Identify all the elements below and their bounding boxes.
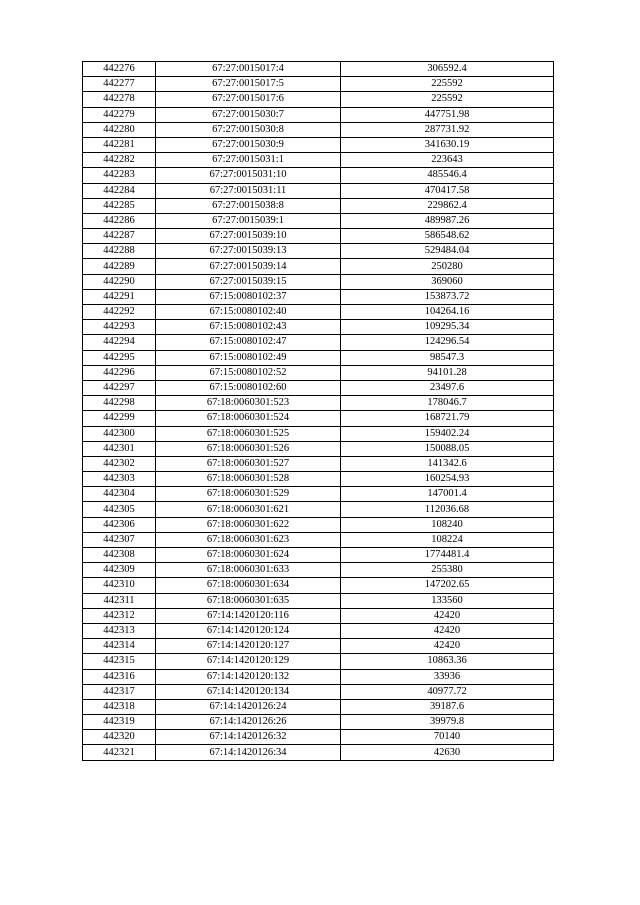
row-number-cell: 442315 xyxy=(83,654,156,669)
table-row xyxy=(83,639,554,654)
table-row xyxy=(83,77,554,92)
value-cell: 108240 xyxy=(341,517,554,532)
value-cell: 42420 xyxy=(341,623,554,638)
table-row xyxy=(83,684,554,699)
row-number-cell: 442281 xyxy=(83,137,156,152)
row-number-cell: 442287 xyxy=(83,229,156,244)
cadastral-number-cell: 67:18:0060301:525 xyxy=(156,426,341,441)
value-cell: 98547.3 xyxy=(341,350,554,365)
table-row xyxy=(83,183,554,198)
table-row xyxy=(83,259,554,274)
row-number-cell: 442299 xyxy=(83,411,156,426)
row-number-cell: 442293 xyxy=(83,320,156,335)
cadastral-number-cell: 67:18:0060301:524 xyxy=(156,411,341,426)
row-number-cell: 442283 xyxy=(83,168,156,183)
value-cell: 341630.19 xyxy=(341,137,554,152)
cadastral-number-cell: 67:27:0015031:10 xyxy=(156,168,341,183)
cadastral-number-cell: 67:18:0060301:529 xyxy=(156,487,341,502)
value-cell: 39979.8 xyxy=(341,715,554,730)
cadastral-number-cell: 67:14:1420120:124 xyxy=(156,623,341,638)
value-cell: 178046.7 xyxy=(341,396,554,411)
cadastral-number-cell: 67:15:0080102:60 xyxy=(156,380,341,395)
table-row xyxy=(83,426,554,441)
row-number-cell: 442308 xyxy=(83,548,156,563)
table-row xyxy=(83,517,554,532)
cadastral-number-cell: 67:14:1420126:34 xyxy=(156,745,341,760)
row-number-cell: 442319 xyxy=(83,715,156,730)
row-number-cell: 442296 xyxy=(83,365,156,380)
table-row xyxy=(83,745,554,760)
table-row xyxy=(83,335,554,350)
cadastral-number-cell: 67:27:0015030:9 xyxy=(156,137,341,152)
value-cell: 39187.6 xyxy=(341,699,554,714)
table-row xyxy=(83,305,554,320)
row-number-cell: 442277 xyxy=(83,77,156,92)
row-number-cell: 442294 xyxy=(83,335,156,350)
cadastral-number-cell: 67:15:0080102:37 xyxy=(156,289,341,304)
row-number-cell: 442321 xyxy=(83,745,156,760)
value-cell: 168721.79 xyxy=(341,411,554,426)
row-number-cell: 442286 xyxy=(83,213,156,228)
row-number-cell: 442304 xyxy=(83,487,156,502)
row-number-cell: 442282 xyxy=(83,153,156,168)
cadastral-number-cell: 67:18:0060301:623 xyxy=(156,532,341,547)
table-row xyxy=(83,365,554,380)
row-number-cell: 442303 xyxy=(83,472,156,487)
value-cell: 1774481.4 xyxy=(341,548,554,563)
value-cell: 141342.6 xyxy=(341,456,554,471)
value-cell: 104264.16 xyxy=(341,305,554,320)
value-cell: 153873.72 xyxy=(341,289,554,304)
row-number-cell: 442298 xyxy=(83,396,156,411)
table-row xyxy=(83,320,554,335)
cadastral-number-cell: 67:18:0060301:527 xyxy=(156,456,341,471)
value-cell: 150088.05 xyxy=(341,441,554,456)
cadastral-number-cell: 67:14:1420126:26 xyxy=(156,715,341,730)
value-cell: 23497.6 xyxy=(341,380,554,395)
cadastral-number-cell: 67:27:0015017:4 xyxy=(156,62,341,77)
value-cell: 33936 xyxy=(341,669,554,684)
table-row xyxy=(83,153,554,168)
cadastral-number-cell: 67:15:0080102:40 xyxy=(156,305,341,320)
table-row xyxy=(83,411,554,426)
cadastral-number-cell: 67:18:0060301:624 xyxy=(156,548,341,563)
value-cell: 124296.54 xyxy=(341,335,554,350)
value-cell: 42420 xyxy=(341,608,554,623)
cadastral-number-cell: 67:27:0015017:5 xyxy=(156,77,341,92)
row-number-cell: 442314 xyxy=(83,639,156,654)
cadastral-number-cell: 67:27:0015039:15 xyxy=(156,274,341,289)
cadastral-number-cell: 67:18:0060301:633 xyxy=(156,563,341,578)
table-row xyxy=(83,699,554,714)
value-cell: 470417.58 xyxy=(341,183,554,198)
table-row xyxy=(83,380,554,395)
cadastral-number-cell: 67:27:0015031:1 xyxy=(156,153,341,168)
value-cell: 255380 xyxy=(341,563,554,578)
value-cell: 225592 xyxy=(341,77,554,92)
table-row xyxy=(83,472,554,487)
table-row xyxy=(83,532,554,547)
cadastral-number-cell: 67:15:0080102:52 xyxy=(156,365,341,380)
value-cell: 133560 xyxy=(341,593,554,608)
table-row xyxy=(83,563,554,578)
cadastral-number-cell: 67:27:0015017:6 xyxy=(156,92,341,107)
row-number-cell: 442306 xyxy=(83,517,156,532)
value-cell: 369060 xyxy=(341,274,554,289)
table-row xyxy=(83,62,554,77)
row-number-cell: 442289 xyxy=(83,259,156,274)
row-number-cell: 442312 xyxy=(83,608,156,623)
row-number-cell: 442317 xyxy=(83,684,156,699)
row-number-cell: 442278 xyxy=(83,92,156,107)
value-cell: 489987.26 xyxy=(341,213,554,228)
value-cell: 250280 xyxy=(341,259,554,274)
cadastral-number-cell: 67:14:1420120:132 xyxy=(156,669,341,684)
row-number-cell: 442288 xyxy=(83,244,156,259)
row-number-cell: 442279 xyxy=(83,107,156,122)
table-row xyxy=(83,107,554,122)
table-row xyxy=(83,213,554,228)
table-row xyxy=(83,593,554,608)
cadastral-number-cell: 67:27:0015039:14 xyxy=(156,259,341,274)
table-row xyxy=(83,502,554,517)
value-cell: 94101.28 xyxy=(341,365,554,380)
row-number-cell: 442291 xyxy=(83,289,156,304)
table-row xyxy=(83,578,554,593)
row-number-cell: 442284 xyxy=(83,183,156,198)
table-row xyxy=(83,137,554,152)
row-number-cell: 442300 xyxy=(83,426,156,441)
cadastral-number-cell: 67:14:1420120:134 xyxy=(156,684,341,699)
cadastral-number-cell: 67:27:0015038:8 xyxy=(156,198,341,213)
value-cell: 529484.04 xyxy=(341,244,554,259)
table-row xyxy=(83,289,554,304)
table-row xyxy=(83,456,554,471)
cadastral-number-cell: 67:15:0080102:49 xyxy=(156,350,341,365)
data-table xyxy=(82,61,554,761)
cadastral-number-cell: 67:14:1420120:127 xyxy=(156,639,341,654)
row-number-cell: 442305 xyxy=(83,502,156,517)
value-cell: 586548.62 xyxy=(341,229,554,244)
row-number-cell: 442307 xyxy=(83,532,156,547)
table-row xyxy=(83,548,554,563)
value-cell: 10863.36 xyxy=(341,654,554,669)
cadastral-number-cell: 67:27:0015030:8 xyxy=(156,122,341,137)
cadastral-number-cell: 67:18:0060301:528 xyxy=(156,472,341,487)
row-number-cell: 442320 xyxy=(83,730,156,745)
value-cell: 42420 xyxy=(341,639,554,654)
row-number-cell: 442316 xyxy=(83,669,156,684)
table-row xyxy=(83,168,554,183)
value-cell: 159402.24 xyxy=(341,426,554,441)
row-number-cell: 442318 xyxy=(83,699,156,714)
value-cell: 108224 xyxy=(341,532,554,547)
table-row xyxy=(83,487,554,502)
value-cell: 160254.93 xyxy=(341,472,554,487)
cadastral-number-cell: 67:14:1420126:32 xyxy=(156,730,341,745)
value-cell: 147001.4 xyxy=(341,487,554,502)
row-number-cell: 442313 xyxy=(83,623,156,638)
table-row xyxy=(83,274,554,289)
cadastral-number-cell: 67:18:0060301:635 xyxy=(156,593,341,608)
row-number-cell: 442311 xyxy=(83,593,156,608)
cadastral-number-cell: 67:27:0015039:1 xyxy=(156,213,341,228)
row-number-cell: 442302 xyxy=(83,456,156,471)
table-row xyxy=(83,654,554,669)
row-number-cell: 442310 xyxy=(83,578,156,593)
value-cell: 306592.4 xyxy=(341,62,554,77)
value-cell: 485546.4 xyxy=(341,168,554,183)
value-cell: 223643 xyxy=(341,153,554,168)
value-cell: 40977.72 xyxy=(341,684,554,699)
value-cell: 147202.65 xyxy=(341,578,554,593)
table-row xyxy=(83,608,554,623)
table-row xyxy=(83,715,554,730)
table-row xyxy=(83,92,554,107)
row-number-cell: 442309 xyxy=(83,563,156,578)
cadastral-number-cell: 67:15:0080102:47 xyxy=(156,335,341,350)
value-cell: 109295.34 xyxy=(341,320,554,335)
row-number-cell: 442301 xyxy=(83,441,156,456)
cadastral-number-cell: 67:18:0060301:526 xyxy=(156,441,341,456)
cadastral-number-cell: 67:14:1420126:24 xyxy=(156,699,341,714)
cadastral-number-cell: 67:18:0060301:634 xyxy=(156,578,341,593)
value-cell: 70140 xyxy=(341,730,554,745)
table-row xyxy=(83,350,554,365)
table-row xyxy=(83,669,554,684)
table-row xyxy=(83,623,554,638)
value-cell: 42630 xyxy=(341,745,554,760)
value-cell: 447751.98 xyxy=(341,107,554,122)
table-row xyxy=(83,198,554,213)
table-body xyxy=(83,62,554,761)
row-number-cell: 442280 xyxy=(83,122,156,137)
cadastral-number-cell: 67:18:0060301:621 xyxy=(156,502,341,517)
row-number-cell: 442295 xyxy=(83,350,156,365)
table-row xyxy=(83,730,554,745)
value-cell: 287731.92 xyxy=(341,122,554,137)
cadastral-number-cell: 67:27:0015030:7 xyxy=(156,107,341,122)
cadastral-number-cell: 67:27:0015031:11 xyxy=(156,183,341,198)
document-page xyxy=(82,61,554,761)
cadastral-number-cell: 67:14:1420120:116 xyxy=(156,608,341,623)
table-row xyxy=(83,244,554,259)
cadastral-number-cell: 67:27:0015039:10 xyxy=(156,229,341,244)
cadastral-number-cell: 67:18:0060301:523 xyxy=(156,396,341,411)
value-cell: 225592 xyxy=(341,92,554,107)
table-row xyxy=(83,122,554,137)
row-number-cell: 442290 xyxy=(83,274,156,289)
value-cell: 229862.4 xyxy=(341,198,554,213)
table-row xyxy=(83,229,554,244)
table-row xyxy=(83,441,554,456)
cadastral-number-cell: 67:15:0080102:43 xyxy=(156,320,341,335)
value-cell: 112036.68 xyxy=(341,502,554,517)
cadastral-number-cell: 67:14:1420120:129 xyxy=(156,654,341,669)
row-number-cell: 442297 xyxy=(83,380,156,395)
row-number-cell: 442276 xyxy=(83,62,156,77)
table-row xyxy=(83,396,554,411)
cadastral-number-cell: 67:18:0060301:622 xyxy=(156,517,341,532)
row-number-cell: 442285 xyxy=(83,198,156,213)
cadastral-number-cell: 67:27:0015039:13 xyxy=(156,244,341,259)
row-number-cell: 442292 xyxy=(83,305,156,320)
